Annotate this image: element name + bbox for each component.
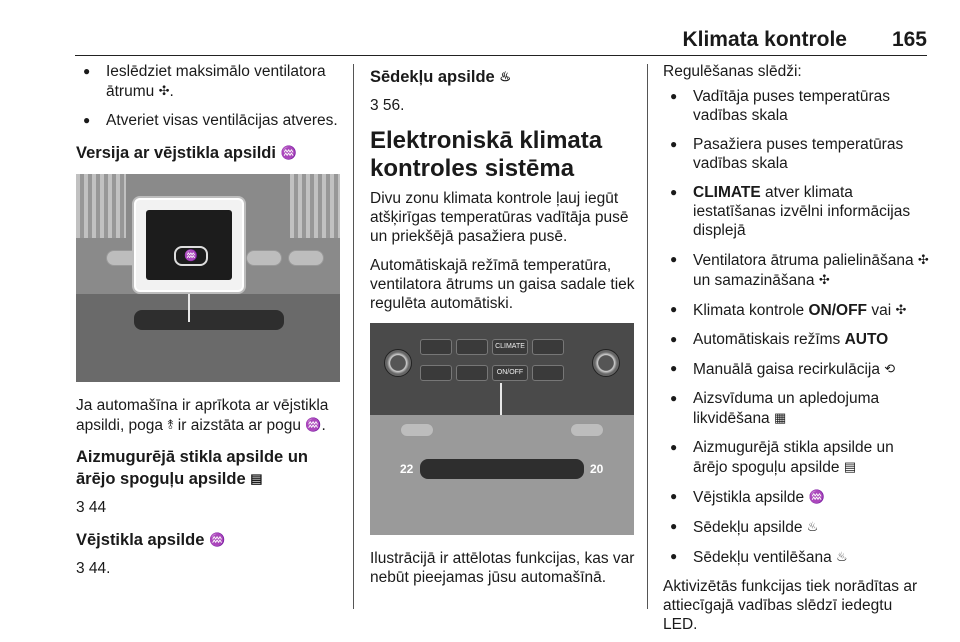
panel-button	[532, 339, 564, 355]
list-item: ● Pasažiera puses temperatūras vadības skala	[663, 135, 929, 173]
paragraph: Divu zonu klimata kontrole ļauj iegūt atšķirīgas temperatūras vadītāja pusē un priekšējā pasažiera pusē.	[370, 190, 629, 245]
windshield-heat-icon: ♒	[808, 489, 825, 504]
column-2	[370, 62, 636, 597]
control-button	[570, 423, 604, 437]
temperature-left: 22	[400, 462, 414, 476]
list-item: ● Automātiskais režīms AUTO	[663, 330, 929, 349]
rear-window-heat-icon: ▤	[250, 471, 263, 486]
panel-button	[420, 365, 452, 381]
panel-button	[456, 365, 488, 381]
air-vent	[76, 174, 126, 238]
defrost-icon: ▦	[774, 410, 787, 425]
list-item: ● Ieslēdziet maksimālo ventilatora ātrumu ✣.	[76, 62, 342, 101]
list-item: ● Aizmugurējā stikla apsilde un ārējo spoguļu apsilde ▤	[663, 438, 929, 477]
panel-button	[420, 339, 452, 355]
pointer-line	[188, 292, 190, 322]
list-intro: Regulēšanas slēdži:	[663, 63, 802, 80]
windshield-heat-icon: ♒	[280, 145, 297, 160]
panel-button-onoff: ON/OFF	[492, 365, 528, 381]
list-item: ● Vējstikla apsilde ♒	[663, 487, 929, 507]
dashboard-figure	[76, 174, 340, 382]
control-button	[400, 423, 434, 437]
windshield-heat-icon: ♒	[174, 246, 208, 266]
section-heading: Sēdekļu apsilde ♨	[370, 68, 511, 86]
fan-icon: ✣	[158, 83, 170, 98]
fan-icon: ✣	[917, 252, 929, 267]
page-reference: 3 44.	[76, 560, 111, 577]
climate-panel-figure	[370, 323, 634, 535]
dashboard-lower	[76, 294, 340, 382]
section-heading: Versija ar vējstikla apsildi ♒	[76, 144, 297, 162]
rear-window-heat-icon: ▤	[843, 459, 857, 474]
chapter-title: Elektroniskā klimata kontroles sistēma	[370, 127, 603, 182]
seat-heat-icon: ♨	[806, 519, 819, 534]
section-heading: Aizmugurējā stikla apsilde un ārējo spoguļu apsilde ▤	[76, 448, 308, 488]
control-button	[246, 250, 282, 266]
list-item: ● Vadītāja puses temperatūras vadības skala	[663, 87, 929, 125]
windshield-heat-icon: ♒	[209, 532, 226, 547]
climate-panel	[134, 310, 284, 330]
fan-icon: ✣	[818, 272, 830, 287]
defrost-icon: ⥉	[167, 417, 174, 432]
column-divider	[647, 64, 648, 609]
list-item: ● Aizsvīduma un apledojuma likvidēšana ▦	[663, 389, 929, 428]
windshield-heat-icon: ♒	[305, 417, 322, 432]
list-item: ● Klimata kontrole ON/OFF vai ✣	[663, 300, 929, 320]
temperature-knob	[384, 349, 412, 377]
list-item: ● Manuālā gaisa recirkulācija ⟲	[663, 359, 929, 379]
page-title: Klimata kontrole	[682, 28, 847, 51]
page-number: 165	[891, 28, 927, 51]
list-item: ● Sēdekļu ventilēšana ♨	[663, 547, 929, 567]
column-divider	[353, 64, 354, 609]
panel-button	[456, 339, 488, 355]
column-1	[76, 62, 342, 588]
air-vent	[290, 174, 340, 238]
panel-button	[532, 365, 564, 381]
page-header	[75, 22, 927, 56]
section-heading: Vējstikla apsilde ♒	[76, 531, 226, 549]
recirculation-icon: ⟲	[884, 361, 896, 376]
list-item: ● CLIMATE atver klimata iestatīšanas izvēlni informācijas displejā	[663, 183, 929, 240]
fan-off-icon: ✣	[895, 302, 907, 317]
climate-panel	[420, 459, 584, 479]
seat-heat-icon: ♨	[499, 69, 511, 84]
paragraph: Automātiskajā režīmā temperatūra, ventilatora ātrums un gaisa sadale tiek regulēta automātiski.	[370, 257, 635, 312]
list-item: ● Atveriet visas ventilācijas atveres.	[76, 111, 342, 130]
temperature-right: 20	[590, 462, 604, 476]
paragraph: Ja automašīna ir aprīkota ar vējstikla apsildi, poga ⥉ ir aizstāta ar pogu ♒.	[76, 397, 329, 434]
list-item: ● Ventilatora ātruma palielināšana ✣ un samazināšana ✣	[663, 250, 929, 290]
figure-caption: Ilustrācijā ir attēlotas funkcijas, kas var nebūt pieejamas jūsu automašīnā.	[370, 550, 635, 586]
paragraph: Aktivizētās funkcijas tiek norādītas ar attiecīgajā vadības slēdzī iedegtu LED.	[663, 578, 918, 633]
control-button	[288, 250, 324, 266]
panel-button-climate: CLIMATE	[492, 339, 528, 355]
seat-ventilation-icon: ♨	[836, 549, 848, 564]
callout-screen	[146, 210, 232, 280]
temperature-knob	[592, 349, 620, 377]
callout-frame	[134, 198, 244, 292]
page-reference: 3 44	[76, 499, 107, 516]
page-reference: 3 56.	[370, 97, 405, 114]
column-3	[663, 62, 929, 642]
list-item: ● Sēdekļu apsilde ♨	[663, 517, 929, 537]
